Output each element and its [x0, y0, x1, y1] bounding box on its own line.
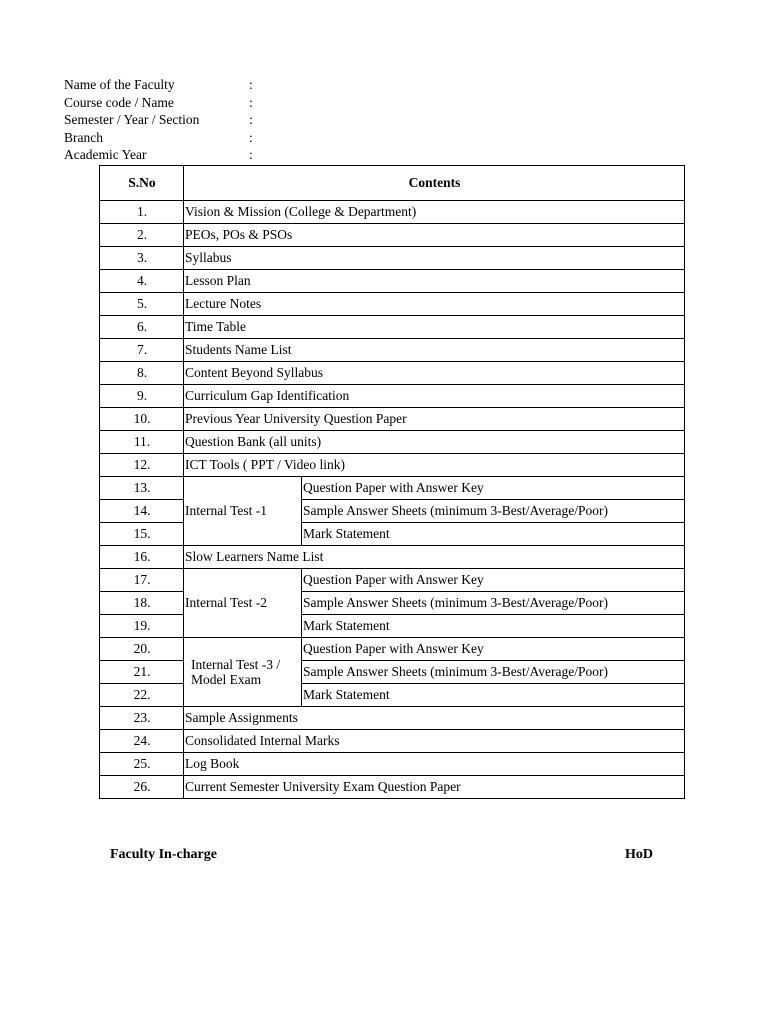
- field-label: Semester / Year / Section: [64, 112, 200, 128]
- row-content: Content Beyond Syllabus: [184, 362, 685, 385]
- row-content: Question Bank (all units): [184, 431, 685, 454]
- row-number: 20.: [100, 638, 184, 661]
- row-number: 23.: [100, 707, 184, 730]
- field-course-code: [64, 94, 364, 112]
- field-colon: :: [249, 112, 253, 128]
- group-label-line1: Internal Test -3 /: [191, 657, 281, 672]
- field-label: Branch: [64, 129, 103, 145]
- table-row: [100, 339, 685, 362]
- row-number: 12.: [100, 454, 184, 477]
- table-row: [100, 201, 685, 224]
- field-branch: [64, 129, 364, 147]
- table-row: [100, 477, 685, 500]
- field-label: Name of the Faculty: [64, 77, 175, 92]
- contents-table: [99, 165, 685, 799]
- field-colon: :: [249, 94, 253, 110]
- group-label: Internal Test -1: [185, 503, 268, 518]
- row-content: ICT Tools ( PPT / Video link): [184, 454, 685, 477]
- row-content: Sample Answer Sheets (minimum 3-Best/Average/Poor): [302, 500, 685, 523]
- row-number: 18.: [100, 592, 184, 615]
- row-number: 1.: [100, 201, 184, 224]
- row-content: Consolidated Internal Marks: [184, 730, 685, 753]
- row-number: 25.: [100, 753, 184, 776]
- row-content: Sample Assignments: [184, 707, 685, 730]
- table-row: [100, 776, 685, 799]
- col-header-sno: S.No: [100, 166, 184, 201]
- row-number: 7.: [100, 339, 184, 362]
- hod-signature-label: HoD: [625, 847, 653, 862]
- field-faculty-name: [64, 76, 364, 94]
- row-content: Students Name List: [184, 339, 685, 362]
- row-number: 3.: [100, 247, 184, 270]
- row-content: Question Paper with Answer Key: [302, 638, 685, 661]
- field-label: Course code / Name: [64, 94, 174, 110]
- table-row: [100, 707, 685, 730]
- faculty-incharge-signature-label: Faculty In-charge: [110, 847, 217, 862]
- row-content: Mark Statement: [302, 684, 685, 707]
- field-semester: [64, 111, 364, 129]
- row-content: Slow Learners Name List: [184, 546, 685, 569]
- col-header-contents: Contents: [184, 166, 685, 201]
- row-content: Question Paper with Answer Key: [302, 477, 685, 500]
- row-number: 24.: [100, 730, 184, 753]
- table-row: [100, 730, 685, 753]
- row-content: Previous Year University Question Paper: [184, 408, 685, 431]
- field-colon: :: [249, 147, 253, 163]
- group-label: Internal Test -2: [185, 595, 268, 610]
- field-label: Academic Year: [64, 147, 147, 163]
- row-content: Mark Statement: [302, 523, 685, 546]
- row-content: PEOs, POs & PSOs: [184, 224, 685, 247]
- row-number: 17.: [100, 569, 184, 592]
- table-header-row: [100, 166, 685, 201]
- table-row: [100, 408, 685, 431]
- row-content: Sample Answer Sheets (minimum 3-Best/Average/Poor): [302, 592, 685, 615]
- group-internal-test-2: [184, 569, 302, 638]
- table-row: [100, 569, 685, 592]
- row-number: 6.: [100, 316, 184, 339]
- table-row: [100, 753, 685, 776]
- table-row: [100, 224, 685, 247]
- row-number: 16.: [100, 546, 184, 569]
- row-content: Sample Answer Sheets (minimum 3-Best/Average/Poor): [302, 661, 685, 684]
- table-row: [100, 362, 685, 385]
- field-colon: :: [249, 129, 253, 145]
- row-content: Mark Statement: [302, 615, 685, 638]
- row-content: Question Paper with Answer Key: [302, 569, 685, 592]
- row-number: 14.: [100, 500, 184, 523]
- row-content: Log Book: [184, 753, 685, 776]
- row-number: 10.: [100, 408, 184, 431]
- row-content: Lesson Plan: [184, 270, 685, 293]
- row-content: Syllabus: [184, 247, 685, 270]
- row-number: 8.: [100, 362, 184, 385]
- row-number: 2.: [100, 224, 184, 247]
- table-row: [100, 293, 685, 316]
- row-number: 15.: [100, 523, 184, 546]
- row-content: Time Table: [184, 316, 685, 339]
- row-content: Current Semester University Exam Question Paper: [184, 776, 685, 799]
- row-number: 19.: [100, 615, 184, 638]
- row-number: 21.: [100, 661, 184, 684]
- row-number: 26.: [100, 776, 184, 799]
- table-row: [100, 546, 685, 569]
- row-number: 13.: [100, 477, 184, 500]
- table-row: [100, 385, 685, 408]
- table-row: [100, 454, 685, 477]
- group-internal-test-1: [184, 477, 302, 546]
- group-label-line2: Model Exam: [191, 672, 262, 687]
- table-row: [100, 270, 685, 293]
- row-number: 4.: [100, 270, 184, 293]
- row-number: 9.: [100, 385, 184, 408]
- row-number: 5.: [100, 293, 184, 316]
- table-row: [100, 431, 685, 454]
- group-internal-test-3: [184, 638, 302, 707]
- row-number: 22.: [100, 684, 184, 707]
- field-colon: :: [249, 77, 253, 92]
- row-content: Vision & Mission (College & Department): [184, 201, 685, 224]
- row-content: Lecture Notes: [184, 293, 685, 316]
- field-academic-year: [64, 146, 364, 164]
- table-row: [100, 638, 685, 661]
- table-row: [100, 247, 685, 270]
- faculty-info-block: [64, 76, 364, 164]
- row-number: 11.: [100, 431, 184, 454]
- table-row: [100, 316, 685, 339]
- row-content: Curriculum Gap Identification: [184, 385, 685, 408]
